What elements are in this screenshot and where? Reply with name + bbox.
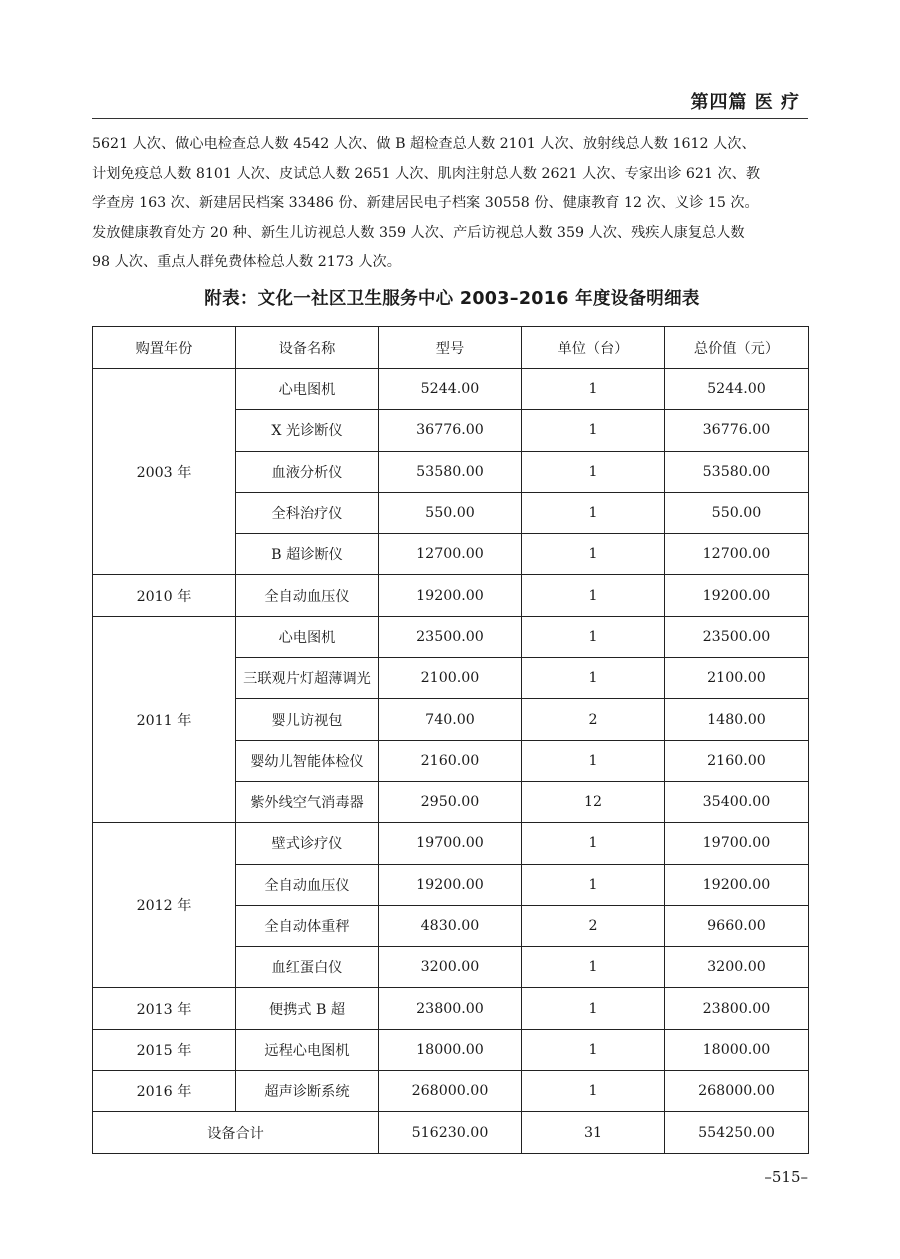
equipment-name-cell: B 超诊断仪 <box>236 534 379 575</box>
total-units: 31 <box>522 1112 665 1154</box>
model-cell: 4830.00 <box>379 905 522 946</box>
units-cell: 1 <box>522 1029 665 1070</box>
model-cell: 23500.00 <box>379 616 522 657</box>
units-cell: 1 <box>522 451 665 492</box>
total-value-cell: 12700.00 <box>665 534 809 575</box>
equipment-name-cell: 血液分析仪 <box>236 451 379 492</box>
model-cell: 268000.00 <box>379 1071 522 1112</box>
model-cell: 5244.00 <box>379 369 522 410</box>
units-cell: 1 <box>522 575 665 616</box>
total-value-cell: 23500.00 <box>665 616 809 657</box>
total-value-cell: 268000.00 <box>665 1071 809 1112</box>
model-cell: 19200.00 <box>379 575 522 616</box>
equipment-name-cell: 全自动血压仪 <box>236 575 379 616</box>
model-cell: 36776.00 <box>379 410 522 451</box>
equipment-name-cell: 远程心电图机 <box>236 1029 379 1070</box>
equipment-name-cell: 婴幼儿智能体检仪 <box>236 740 379 781</box>
units-cell: 1 <box>522 988 665 1029</box>
equipment-name-cell: 全科治疗仪 <box>236 492 379 533</box>
year-cell: 2003 年 <box>93 369 236 575</box>
paragraph-line: 计划免疫总人数 8101 人次、皮试总人数 2651 人次、肌肉注射总人数 2621 人次、专家出诊 621 次、教 <box>92 165 761 182</box>
table-row <box>93 616 809 657</box>
total-value-cell: 2100.00 <box>665 658 809 699</box>
table-row <box>93 369 809 410</box>
units-cell: 1 <box>522 1071 665 1112</box>
total-value-cell: 18000.00 <box>665 1029 809 1070</box>
equipment-name-cell: 紫外线空气消毒器 <box>236 781 379 822</box>
year-cell: 2012 年 <box>93 823 236 988</box>
model-cell: 12700.00 <box>379 534 522 575</box>
body-paragraph <box>92 130 812 278</box>
units-cell: 1 <box>522 658 665 699</box>
year-cell: 2015 年 <box>93 1029 236 1070</box>
total-value-cell: 35400.00 <box>665 781 809 822</box>
total-value-cell: 2160.00 <box>665 740 809 781</box>
equipment-table <box>92 326 809 1154</box>
units-cell: 1 <box>522 740 665 781</box>
total-value-cell: 1480.00 <box>665 699 809 740</box>
paragraph-line: 5621 人次、做心电检查总人数 4542 人次、做 B 超检查总人数 2101 人次、放射线总人数 1612 人次、 <box>92 136 756 152</box>
units-cell: 1 <box>522 616 665 657</box>
total-value-cell: 5244.00 <box>665 369 809 410</box>
units-cell: 12 <box>522 781 665 822</box>
model-cell: 19700.00 <box>379 823 522 864</box>
table-row <box>93 823 809 864</box>
section-title: 第四篇 医 疗 <box>690 92 800 113</box>
year-cell: 2016 年 <box>93 1071 236 1112</box>
header-model: 型号 <box>379 327 522 369</box>
units-cell: 1 <box>522 410 665 451</box>
equipment-name-cell: 心电图机 <box>236 616 379 657</box>
units-cell: 1 <box>522 492 665 533</box>
model-cell: 19200.00 <box>379 864 522 905</box>
model-cell: 550.00 <box>379 492 522 533</box>
equipment-name-cell: 血红蛋白仪 <box>236 947 379 988</box>
paragraph-line: 学查房 163 次、新建居民档案 33486 份、新建居民电子档案 30558 份、健康教育 12 次、义诊 15 次。 <box>92 195 759 211</box>
model-cell: 2950.00 <box>379 781 522 822</box>
table-row <box>93 988 809 1029</box>
total-value-cell: 36776.00 <box>665 410 809 451</box>
total-value-cell: 9660.00 <box>665 905 809 946</box>
total-value: 554250.00 <box>665 1112 809 1154</box>
model-cell: 2100.00 <box>379 658 522 699</box>
table-total-row <box>93 1112 809 1154</box>
table-title: 附表：文化一社区卫生服务中心 2003–2016 年度设备明细表 <box>204 289 700 309</box>
paragraph-line: 发放健康教育处方 20 种、新生儿访视总人数 359 人次、产后访视总人数 359 人次、残疾人康复总人数 <box>92 224 745 241</box>
header-equipment-name: 设备名称 <box>236 327 379 369</box>
equipment-name-cell: 心电图机 <box>236 369 379 410</box>
total-value-cell: 3200.00 <box>665 947 809 988</box>
equipment-name-cell: 婴儿访视包 <box>236 699 379 740</box>
equipment-name-cell: 壁式诊疗仪 <box>236 823 379 864</box>
model-cell: 2160.00 <box>379 740 522 781</box>
total-value-cell: 53580.00 <box>665 451 809 492</box>
year-cell: 2011 年 <box>93 616 236 822</box>
units-cell: 1 <box>522 947 665 988</box>
equipment-name-cell: X 光诊断仪 <box>236 410 379 451</box>
units-cell: 1 <box>522 823 665 864</box>
model-cell: 3200.00 <box>379 947 522 988</box>
table-row <box>93 1071 809 1112</box>
equipment-name-cell: 便携式 B 超 <box>236 988 379 1029</box>
table-header-row <box>93 327 809 369</box>
total-value-cell: 23800.00 <box>665 988 809 1029</box>
units-cell: 1 <box>522 369 665 410</box>
table-body <box>93 369 809 1112</box>
model-cell: 23800.00 <box>379 988 522 1029</box>
page-number: –515– <box>764 1168 808 1186</box>
total-value-cell: 19200.00 <box>665 864 809 905</box>
header-total-value: 总价值（元） <box>665 327 809 369</box>
table-row <box>93 575 809 616</box>
page-header <box>92 86 808 119</box>
total-label: 设备合计 <box>93 1112 379 1154</box>
equipment-name-cell: 全自动体重秤 <box>236 905 379 946</box>
units-cell: 2 <box>522 699 665 740</box>
total-value-cell: 19200.00 <box>665 575 809 616</box>
total-model-sum: 516230.00 <box>379 1112 522 1154</box>
total-value-cell: 550.00 <box>665 492 809 533</box>
model-cell: 740.00 <box>379 699 522 740</box>
equipment-name-cell: 三联观片灯超薄调光 <box>236 658 379 699</box>
equipment-name-cell: 全自动血压仪 <box>236 864 379 905</box>
table-row <box>93 1029 809 1070</box>
total-value-cell: 19700.00 <box>665 823 809 864</box>
units-cell: 2 <box>522 905 665 946</box>
header-year: 购置年份 <box>93 327 236 369</box>
year-cell: 2013 年 <box>93 988 236 1029</box>
header-units: 单位（台） <box>522 327 665 369</box>
paragraph-line: 98 人次、重点人群免费体检总人数 2173 人次。 <box>92 254 401 270</box>
model-cell: 18000.00 <box>379 1029 522 1070</box>
model-cell: 53580.00 <box>379 451 522 492</box>
equipment-name-cell: 超声诊断系统 <box>236 1071 379 1112</box>
year-cell: 2010 年 <box>93 575 236 616</box>
units-cell: 1 <box>522 864 665 905</box>
units-cell: 1 <box>522 534 665 575</box>
